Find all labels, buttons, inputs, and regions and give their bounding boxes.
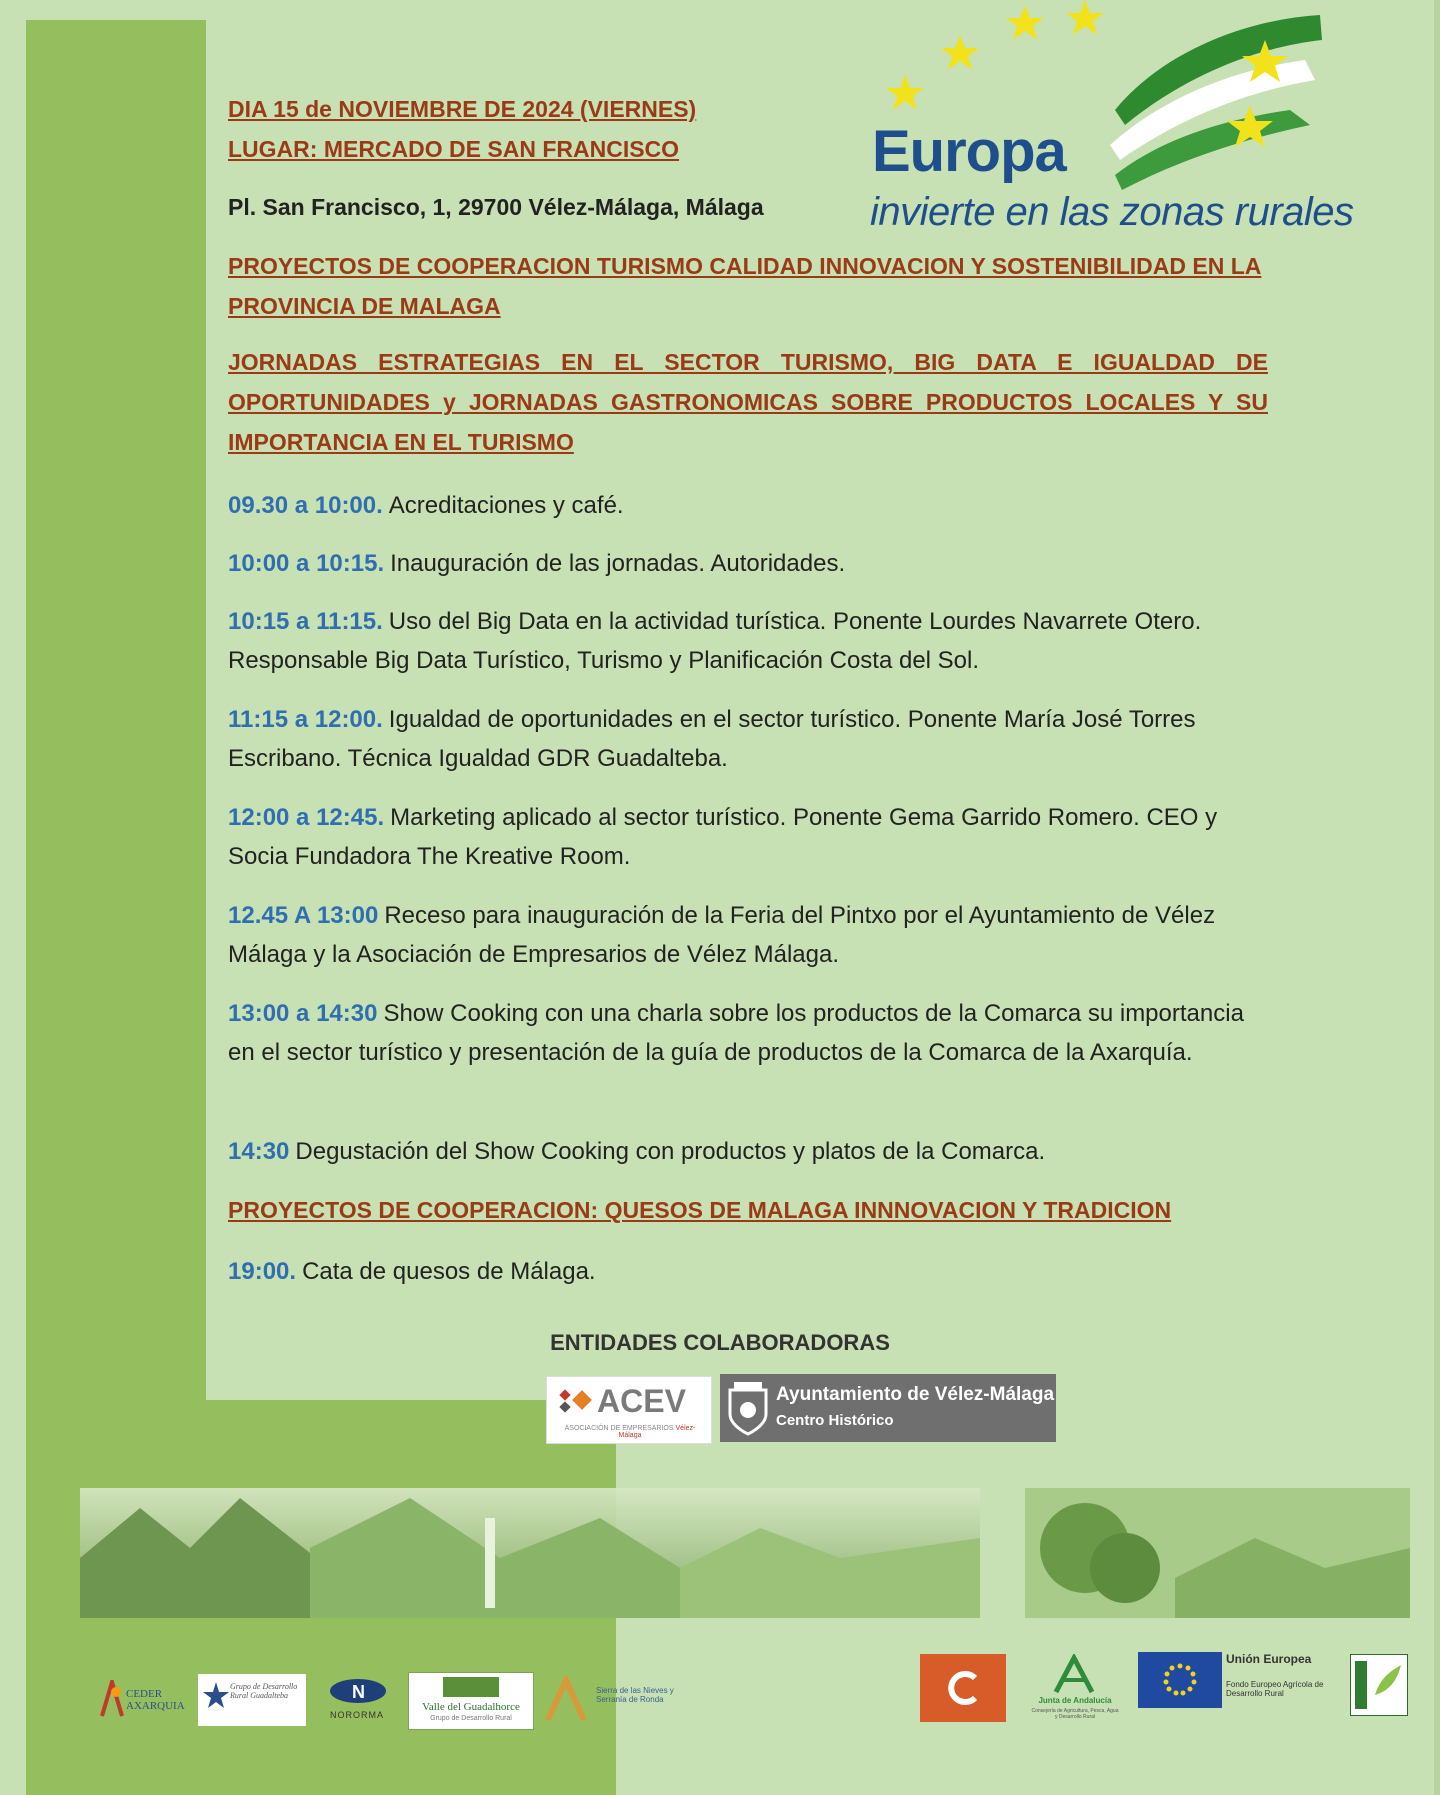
acev-diamonds-icon [557,1387,597,1417]
event-date: DIA 15 de NOVIEMBRE DE 2024 (VIERNES) [228,96,697,122]
program-text: Acreditaciones y café. [388,492,624,519]
program-item [228,700,1268,778]
costa-del-sol-c-icon [943,1668,983,1708]
eu-stars-icon [1138,1652,1222,1708]
svg-text:N: N [352,1682,365,1702]
program-text: Marketing aplicado al sector turístico. Ponente Gema Garrido Romero. CEO y Socia Fundadora The Kreative Room. [228,804,1218,870]
ceder-axarquia-text: CEDER AXARQUIA [126,1688,185,1712]
program-text: Degustación del Show Cooking con productos y platos de la Comarca. [295,1138,1046,1165]
nororma-n-icon [328,1676,388,1706]
program-time: 09.30 a 10:00. [228,492,383,519]
costa-del-sol-logo [920,1654,1006,1722]
valle-guadalhorce-logo [408,1672,534,1730]
junta-andalucia-text: Junta de Andalucía [1038,1696,1112,1705]
program-text: Show Cooking con una charla sobre los productos de la Comarca su importancia en el sector turístico y presentación de la guía de productos de la Comarca de la Axarquía. [228,1000,1244,1066]
program-item [228,798,1268,876]
program-text: Uso del Big Data en la actividad turística. Ponente Lourdes Navarrete Otero. Responsable Big Data Turístico, Turismo y Planificación Costa del Sol. [228,608,1202,674]
ayuntamiento-sub: Centro Histórico [776,1412,894,1429]
program-text: Cata de quesos de Málaga. [302,1258,596,1285]
event-place: LUGAR: MERCADO DE SAN FRANCISCO [228,136,680,162]
program-time: 12:00 a 12:45. [228,804,385,831]
valle-guadalhorce-sub: Grupo de Desarrollo Rural [430,1715,512,1722]
junta-andalucia-sub: Consejería de Agricultura, Pesca, Agua y Desarrollo Rural [1031,1708,1119,1720]
program-text: Receso para inauguración de la Feria del Pintxo por el Ayuntamiento de Vélez Málaga y la Asociación de Empresarios de Vélez Málaga. [228,902,1216,968]
guadalteba-logo [198,1674,306,1726]
program-item [228,994,1268,1072]
program-item [228,896,1268,974]
guadalteba-text: Grupo de Desarrollo Rural Guadalteba [230,1682,298,1700]
acev-subtitle-text: ASOCIACIÓN DE EMPRESARIOS [564,1425,674,1432]
coat-of-arms-icon [726,1380,770,1436]
program-time: 10:00 a 10:15. [228,550,385,577]
eu-flag-logo [1138,1652,1222,1708]
program-item-cheese [228,1252,1268,1291]
program-time: 19:00. [228,1258,297,1285]
junta-andalucia-logo [1030,1654,1120,1724]
section-title-cooperation: PROYECTOS DE COOPERACION TURISMO CALIDAD INNOVACION Y SOSTENIBILIDAD EN LA PROVINCIA DE MALAGA [228,253,1262,319]
landscape-photos-right [1025,1478,1410,1628]
europa-logo-word: Europa [872,119,1066,184]
program-item [228,486,1268,525]
collaborators-title: ENTIDADES COLABORADORAS [550,1330,890,1355]
program-time: 10:15 a 11:15. [228,608,383,635]
nororma-logo [320,1676,394,1724]
program-time: 13:00 a 14:30 [228,1000,378,1027]
ayuntamiento-name: Ayuntamiento de Vélez-Málaga [776,1384,1055,1405]
program-text: Inauguración de las jornadas. Autoridades. [390,550,846,577]
section-title-quesos: PROYECTOS DE COOPERACION: QUESOS DE MALAGA INNNOVACION Y TRADICION [228,1197,1172,1223]
junta-andalucia-a-icon [1052,1654,1096,1694]
program-item [228,602,1268,680]
nororma-text: NORORMA [330,1710,384,1720]
program-time: 14:30 [228,1138,290,1165]
decorative-edge [1434,0,1440,1795]
sierra-nieves-icon [544,1676,588,1722]
program-item [228,544,1268,583]
acev-name: ACEV [597,1383,686,1419]
sierra-nieves-logo [544,1676,684,1724]
sierra-nieves-text: Sierra de las Nieves y Serranía de Ronda [596,1686,674,1704]
acev-subtitle [555,1425,705,1439]
ceder-a-icon [100,1680,124,1718]
section-title-jornadas: JORNADAS ESTRATEGIAS EN EL SECTOR TURISMO, BIG DATA E IGUALDAD DE OPORTUNIDADES y JORNADAS GASTRONOMICAS SOBRE PRODUCTOS LOCALES Y SU IMPORTANCIA EN EL TURISMO [228,349,1268,455]
eu-text-block [1226,1652,1336,1722]
guadalteba-star-icon [202,1680,230,1720]
program-item [228,1132,1268,1171]
leader-leaf-icon [1351,1655,1407,1715]
europa-logo-tagline: invierte en las zonas rurales [870,190,1354,234]
leader-logo [1350,1654,1408,1716]
eu-label: Unión Europea [1226,1652,1312,1666]
program-time: 12.45 A 13:00 [228,902,379,929]
feader-label: Fondo Europeo Agrícola de Desarrollo Rural [1226,1680,1324,1698]
valle-guadalhorce-text: Valle del Guadalhorce [422,1701,520,1713]
acev-logo [546,1376,712,1444]
ceder-axarquia-logo [100,1680,196,1720]
ayuntamiento-logo [720,1374,1056,1442]
program-text: Igualdad de oportunidades en el sector turístico. Ponente María José Torres Escribano. Técnica Igualdad GDR Guadalteba. [228,706,1196,772]
program-time: 11:15 a 12:00. [228,706,383,733]
landscape-photos [80,1478,980,1628]
event-address: Pl. San Francisco, 1, 29700 Vélez-Málaga, Málaga [228,194,764,220]
acev-city: Vélez-Málaga [618,1425,696,1439]
valle-guadalhorce-icon [443,1677,499,1697]
